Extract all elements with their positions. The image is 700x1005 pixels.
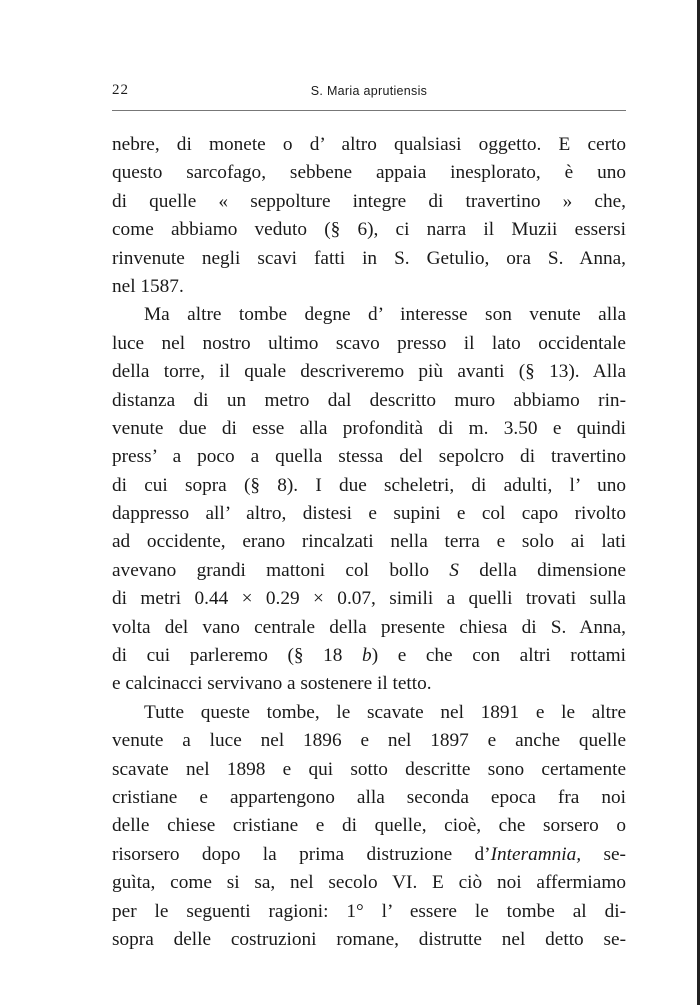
text-line: rinvenute negli scavi fatti in S. Getulio, ora S. Anna, xyxy=(112,247,626,269)
header-rule xyxy=(112,110,626,111)
text-line: Tutte queste tombe, le scavate nel 1891 e le altre xyxy=(144,701,626,723)
text-line: di cui parleremo (§ 18 b) e che con altri rottami xyxy=(112,645,626,667)
text-line: luce nel nostro ultimo scavo presso il lato occidentale xyxy=(112,332,626,354)
text-line: press’ a poco a quella stessa del sepolcro di travertino xyxy=(112,446,626,468)
text-line: Ma altre tombe degne d’ interesse son venute alla xyxy=(144,304,626,326)
text-line: della torre, il quale descriveremo più avanti (§ 13). Alla xyxy=(112,361,626,383)
text-line: volta del vano centrale della presente chiesa di S. Anna, xyxy=(112,616,626,638)
body-text xyxy=(112,131,626,954)
text-line: ad occidente, erano rincalzati nella terra e solo ai lati xyxy=(112,531,626,553)
text-line: per le seguenti ragioni: 1° l’ essere le tombe al di- xyxy=(112,900,626,922)
text-line: questo sarcofago, sebbene appaia inesplorato, è uno xyxy=(112,162,626,184)
text-line: come abbiamo veduto (§ 6), ci narra il Muzii essersi xyxy=(112,219,626,241)
text-line: di cui sopra (§ 8). I due scheletri, di adulti, l’ uno xyxy=(112,474,626,496)
text-line: sopra delle costruzioni romane, distrutte nel detto se- xyxy=(112,928,626,950)
page-header xyxy=(112,82,626,102)
text-line: venute due di esse alla profondità di m. 3.50 e quindi xyxy=(112,417,626,439)
text-line: nel 1587. xyxy=(112,275,184,297)
text-line: delle chiese cristiane e di quelle, cioè, che sorsero o xyxy=(112,815,626,837)
text-line: guìta, come si sa, nel secolo VI. E ciò noi affermiamo xyxy=(112,872,626,894)
text-line: distanza di un metro dal descritto muro abbiamo rin- xyxy=(112,389,626,411)
text-line: di quelle « seppolture integre di travertino » che, xyxy=(112,190,626,212)
text-line: dappresso all’ altro, distesi e supini e col capo rivolto xyxy=(112,503,626,525)
text-line: cristiane e appartengono alla seconda epoca fra noi xyxy=(112,786,626,808)
text-line: nebre, di monete o d’ altro qualsiasi oggetto. E certo xyxy=(112,134,626,155)
page-number: 22 xyxy=(112,82,129,98)
text-line: venute a luce nel 1896 e nel 1897 e anche quelle xyxy=(112,730,626,752)
text-line: e calcinacci servivano a sostenere il tetto. xyxy=(112,673,432,695)
text-line: di metri 0.44 × 0.29 × 0.07, simili a quelli trovati sulla xyxy=(112,588,626,610)
running-title: S. Maria aprutiensis xyxy=(310,84,428,98)
text-line: risorsero dopo la prima distruzione d’Interamnia, se- xyxy=(112,843,626,865)
text-line: avevano grandi mattoni col bollo S della dimensione xyxy=(112,559,626,581)
text-line: scavate nel 1898 e qui sotto descritte sono certamente xyxy=(112,758,626,780)
